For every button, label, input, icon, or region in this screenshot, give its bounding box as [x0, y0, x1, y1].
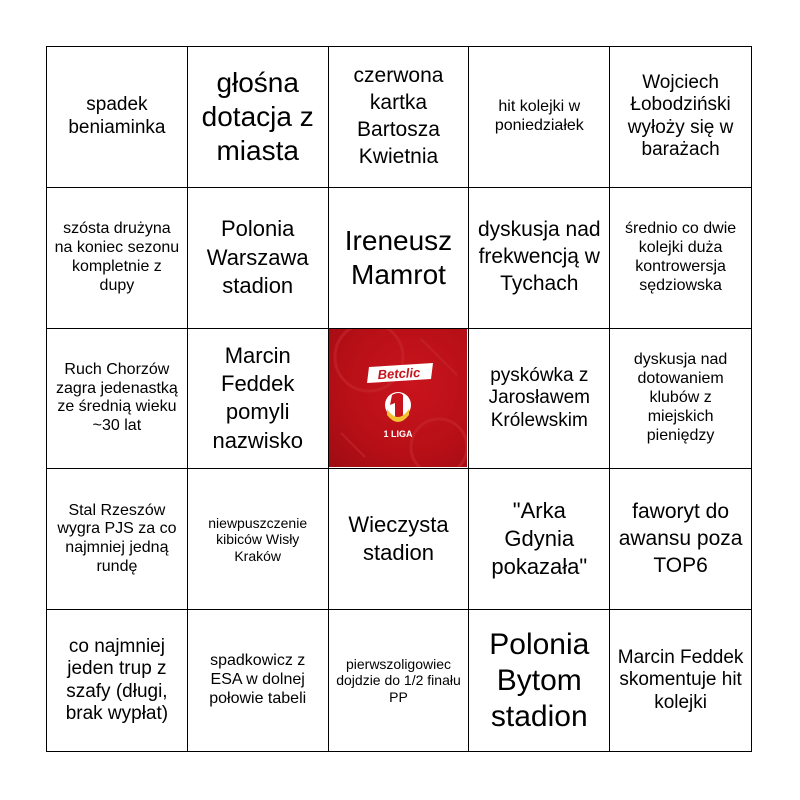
bingo-cell[interactable]: spadek beniaminka [47, 47, 188, 188]
bingo-cell[interactable]: średnio co dwie kolejki duża kontrowersja sędziowska [610, 188, 751, 329]
bingo-cell[interactable]: czerwona kartka Bartosza Kwietnia [329, 47, 470, 188]
bingo-cell[interactable]: hit kolejki w poniedziałek [469, 47, 610, 188]
bingo-cell[interactable]: niewpuszczenie kibiców Wisły Kraków [188, 469, 329, 610]
bingo-cell[interactable]: Marcin Feddek skomentuje hit kolejki [617, 646, 744, 713]
bingo-cell[interactable]: Stal Rzeszów wygra PJS za co najmniej jedną rundę [47, 469, 188, 610]
bingo-cell[interactable]: pyskówka z Jarosławem Królewskim [469, 329, 610, 470]
bingo-cell[interactable]: Ireneusz Mamrot [329, 188, 470, 329]
bingo-cell[interactable]: dyskusja nad frekwencją w Tychach [469, 188, 610, 329]
bingo-cell[interactable]: pierwszoligowiec dojdzie do 1/2 finału PP [329, 610, 470, 751]
bingo-cell[interactable]: Marcin Feddek pomyli nazwisko [188, 329, 329, 470]
bingo-cell[interactable]: spadkowicz z ESA w dolnej połowie tabeli [188, 610, 329, 751]
bingo-cell[interactable]: faworyt do awansu poza TOP6 [610, 469, 751, 610]
logo-graphic [329, 329, 467, 467]
bingo-cell[interactable]: głośna dotacja z miasta [188, 47, 329, 188]
bingo-cell[interactable]: Polonia Warszawa stadion [188, 188, 329, 329]
bingo-cell[interactable]: szósta drużyna na koniec sezonu kompletnie z dupy [47, 188, 188, 329]
bingo-cell[interactable]: Ruch Chorzów zagra jedenastką ze średnią wieku ~30 lat [47, 329, 188, 470]
betclic-1-liga-logo [329, 329, 467, 467]
free-space[interactable] [329, 329, 470, 470]
bingo-cell[interactable]: "Arka Gdynia pokazała" [469, 469, 610, 610]
brand-wordmark: Betclic [377, 365, 422, 383]
bingo-cell[interactable]: dyskusja nad dotowaniem klubów z miejskich pieniędzy [610, 329, 751, 470]
bingo-cell[interactable]: co najmniej jeden trup z szafy (długi, brak wypłat) [47, 610, 188, 751]
bingo-board [46, 46, 752, 752]
league-label: 1 LIGA [383, 429, 413, 440]
bingo-cell[interactable]: Wieczysta stadion [329, 469, 470, 610]
bingo-cell[interactable]: Wojciech Łobodziński wyłoży się w barażach [610, 47, 751, 188]
bingo-cell[interactable]: Polonia Bytom stadion [469, 610, 610, 751]
